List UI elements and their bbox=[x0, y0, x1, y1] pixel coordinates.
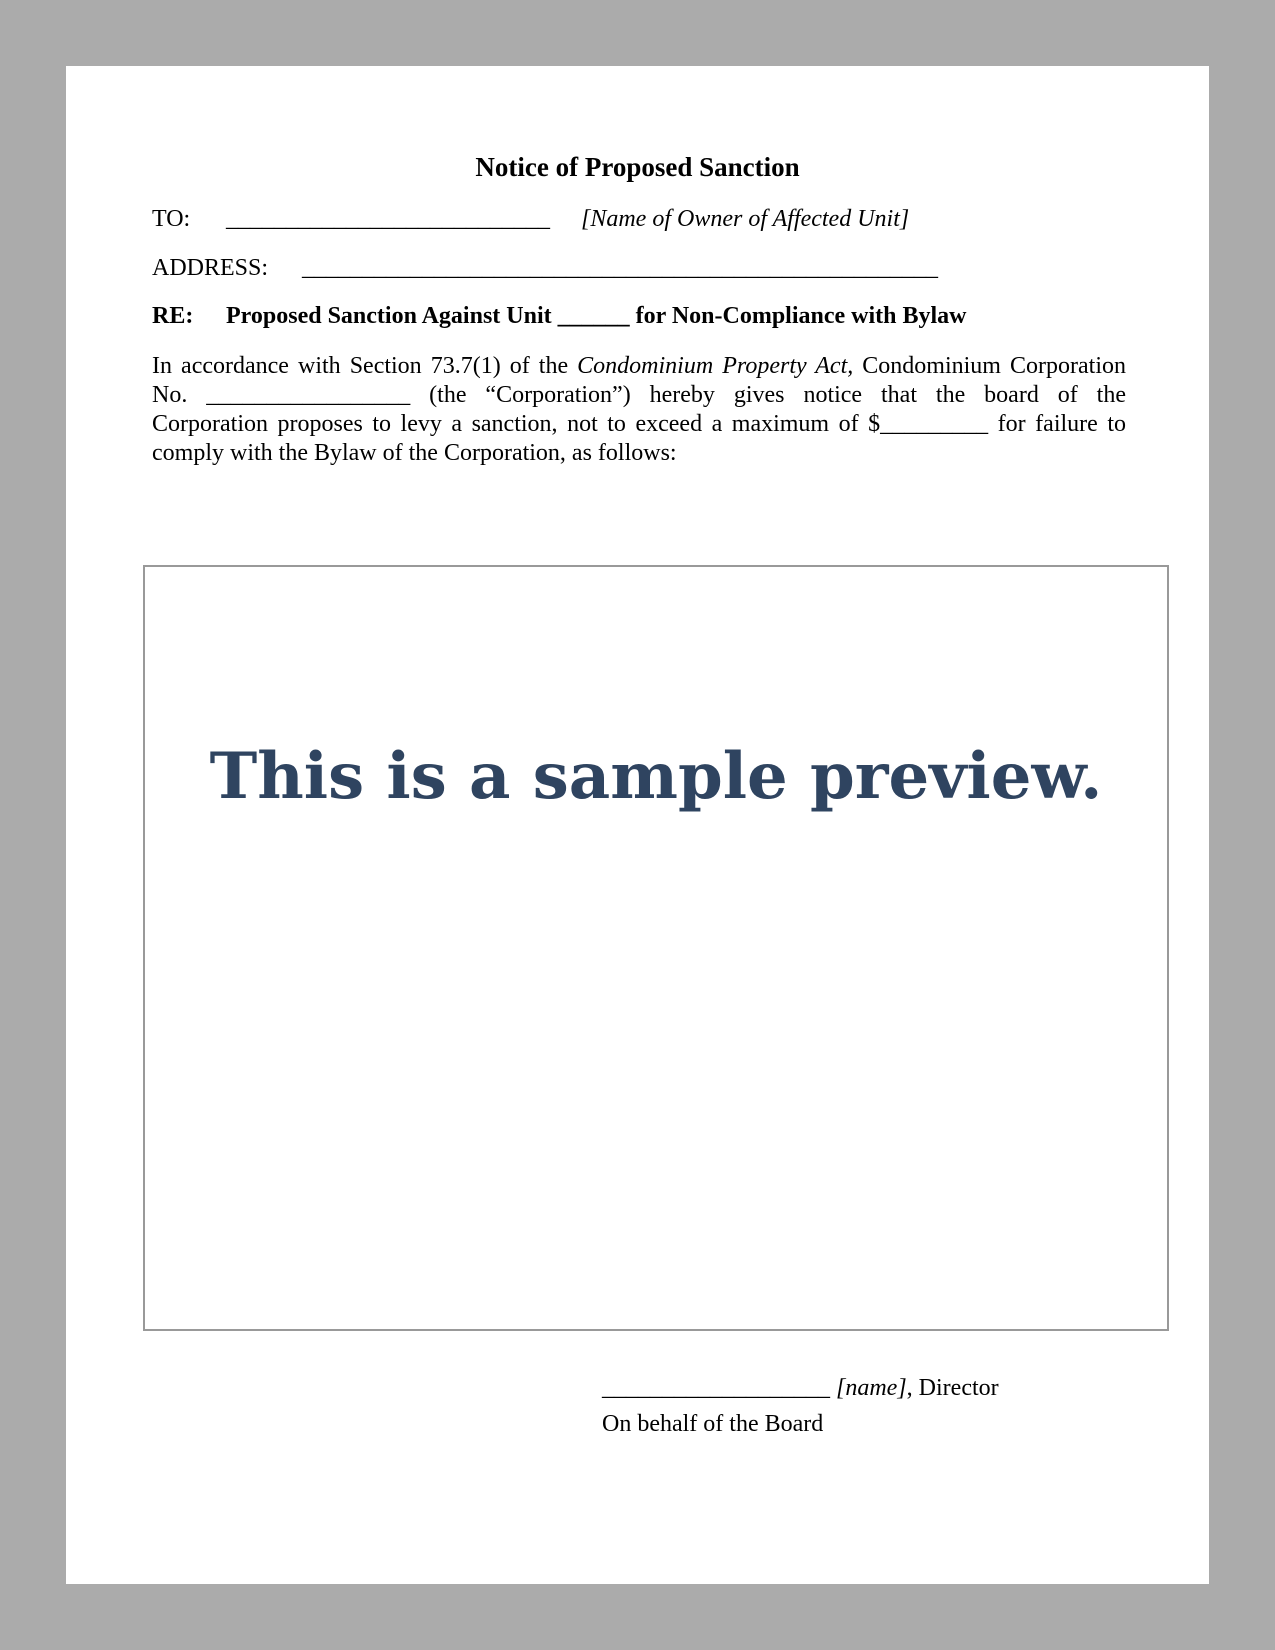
document-title: Notice of Proposed Sanction bbox=[475, 152, 800, 182]
signature-name: [name] bbox=[836, 1375, 907, 1401]
re-label: RE: bbox=[152, 303, 194, 329]
to-hint: [Name of Owner of Affected Unit] bbox=[581, 206, 910, 232]
paragraph-line-1-start: In accordance with Section 73.7(1) of the bbox=[152, 353, 578, 379]
paragraph-line-4: comply with the Bylaw of the Corporation, as follows: bbox=[152, 440, 677, 466]
signature-line bbox=[602, 1375, 999, 1402]
on-behalf-of-board: On behalf of the Board bbox=[602, 1411, 824, 1437]
paragraph-line-1-end: Condominium Corporation bbox=[853, 353, 1126, 379]
address-blank: _____________________________________________________ bbox=[302, 255, 938, 281]
signature-role: , Director bbox=[906, 1375, 999, 1401]
to-blank: ___________________________ bbox=[226, 206, 550, 232]
re-subject: Proposed Sanction Against Unit ______ for Non-Compliance with Bylaw bbox=[226, 303, 967, 329]
address-label: ADDRESS: bbox=[152, 255, 269, 281]
notice-paragraph bbox=[152, 352, 1126, 468]
paragraph-line-3: Corporation proposes to levy a sanction, not to exceed a maximum of $_________ for failure to bbox=[152, 411, 1126, 437]
paragraph-line-1 bbox=[152, 352, 1126, 381]
to-label: TO: bbox=[152, 206, 191, 232]
sample-preview-message: This is a sample preview. bbox=[209, 739, 1103, 814]
act-name: Condominium Property Act, bbox=[577, 353, 854, 379]
paragraph-line-2: No. _________________ (the “Corporation”) hereby gives notice that the board of the bbox=[152, 382, 1126, 408]
signature-blank: ___________________ bbox=[602, 1375, 830, 1401]
sample-preview-overlay bbox=[143, 565, 1169, 1331]
